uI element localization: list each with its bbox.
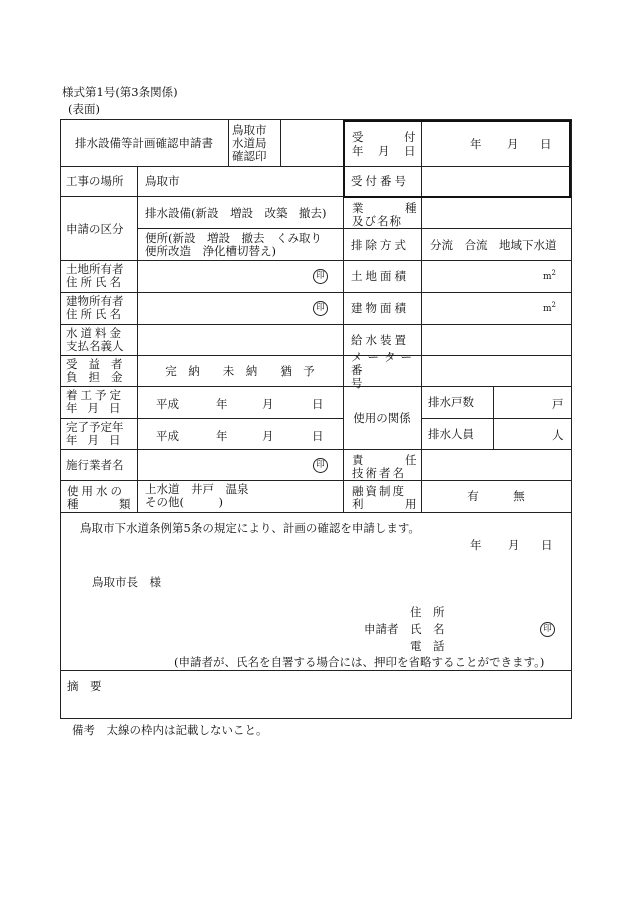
form-number: 様式第1号(第3条関係) [62,85,178,99]
meter-label: メーター 番号 [351,350,417,390]
persons-unit: 人 [552,428,564,442]
start-date-label: 着工予定 年月日 [66,388,131,415]
households-unit: 戸 [552,397,564,411]
receipt-number-label: 受付番号 [351,174,409,188]
authority-stamp-label: 鳥取市 水道局 確認印 [232,122,267,163]
application-statement: 鳥取市下水道条例第5条の規定により、計画の確認を申請します。 [80,521,420,535]
financing-options[interactable]: 有 無 [467,489,525,503]
water-source-options[interactable]: 上水道 井戸 温泉 その他( ) [145,482,249,509]
seal-icon: 印 [313,301,328,316]
contractor-label: 施行業者名 [66,457,124,472]
drainage-options[interactable]: 排水設備(新設 増設 改築 撤去) [145,205,327,220]
beneficiary-options[interactable]: 完 納 未 納 猶 予 [165,363,315,378]
summary-field[interactable] [110,671,570,717]
seal-icon: 印 [313,269,328,284]
persons-label: 排水人員 [428,426,474,441]
form-title: 排水設備等計画確認申請書 [75,135,213,150]
water-supply-field[interactable] [421,324,571,355]
applicant-phone-label: 電 話 [410,639,445,653]
building-owner-label: 建物所有者 住所氏名 [66,294,124,321]
summary-label: 摘 要 [67,679,102,693]
discharge-label: 排除方式 [351,237,409,252]
usage-label: 使用の関係 [353,410,411,425]
beneficiary-label: 受益者 負担金 [66,356,134,384]
applicant-label: 申請者 [364,622,399,636]
meter-field[interactable] [421,355,571,386]
land-area-label: 土地面積 [351,269,409,283]
addressee: 鳥取市長 様 [92,575,161,589]
business-field[interactable] [421,197,569,228]
authority-stamp-box[interactable] [280,119,343,166]
seal-icon: 印 [313,458,328,473]
finish-date-label: 完了予定年 年月日 [66,419,131,447]
site-label: 工事の場所 [66,174,124,188]
building-area-unit: $m^2$ [543,301,557,314]
engineer-field[interactable] [421,449,571,480]
receipt-number-field[interactable] [421,166,569,196]
applicant-name-label: 氏 名 [410,622,445,636]
water-fee-field[interactable] [137,324,343,355]
building-area-label: 建物面積 [351,301,409,315]
form-side-label: (表面) [68,102,100,116]
discharge-options[interactable]: 分流 合流 地域下水道 [430,237,557,252]
seal-icon: 印 [540,622,555,637]
remarks: 備考 太線の枠内は記載しないこと。 [72,723,268,737]
site-field[interactable]: 鳥取市 [145,174,180,188]
signature-note: (申請者が、氏名を自署する場合には、押印を省略することができます。) [174,655,545,669]
applicant-address-label: 住 所 [410,605,445,619]
document-page: 様式第1号(第3条関係) (表面) 排水設備等計画確認申請書 鳥取市 水道局 確認印 受 付 年 月 日 年 月 日 工事の場所 鳥取市 受付番号 申請の区分 排水設備(新設 増設 改築 撤去) 便所(新設 増設 撤去 くみ取り 便所改造 浄化槽切替え) 業 種 及び名称 排除方式 分流 合流 地域下水道 土地所有者 住所氏名 印 土地面積 $m^2$ 建物所有者 住所氏名 印 建物面積 $m^2$ 水道料金 支払名義人 給水装置 受益者 負担金 完 納 未 納 猶 予 メーター 番号 着工予定 年月日 平成 年 月 日 使用の関係 排水戸数 戸 完了予定年 年月日 平成 年 月 日 排水人員 人 施行業者名 印 責 任 技術者名 使用水の 種 類 上水道 井戸 温泉 その他( ) 融資制度 利 用 有 無 鳥取市下水道条例第5条の規定により、計画の確認を申請します。 年 月 日 鳥取市長 様 住 所 申請者 氏 名 印 電 話 (申請者が、氏名を自署する場合には、押印を省略することができます。) 摘 要 備考 太線の枠内は記載しないこと。 [0,0,630,915]
category-label: 申請の区分 [66,221,124,236]
households-label: 排水戸数 [428,395,474,409]
water-fee-label: 水道料金 支払名義人 [66,325,124,353]
land-area-unit: $m^2$ [543,269,557,282]
land-owner-label: 土地所有者 住所氏名 [66,262,124,289]
toilet-options[interactable]: 便所(新設 増設 撤去 くみ取り 便所改造 浄化槽切替え) [145,230,322,258]
water-supply-label: 給水装置 [351,332,409,347]
